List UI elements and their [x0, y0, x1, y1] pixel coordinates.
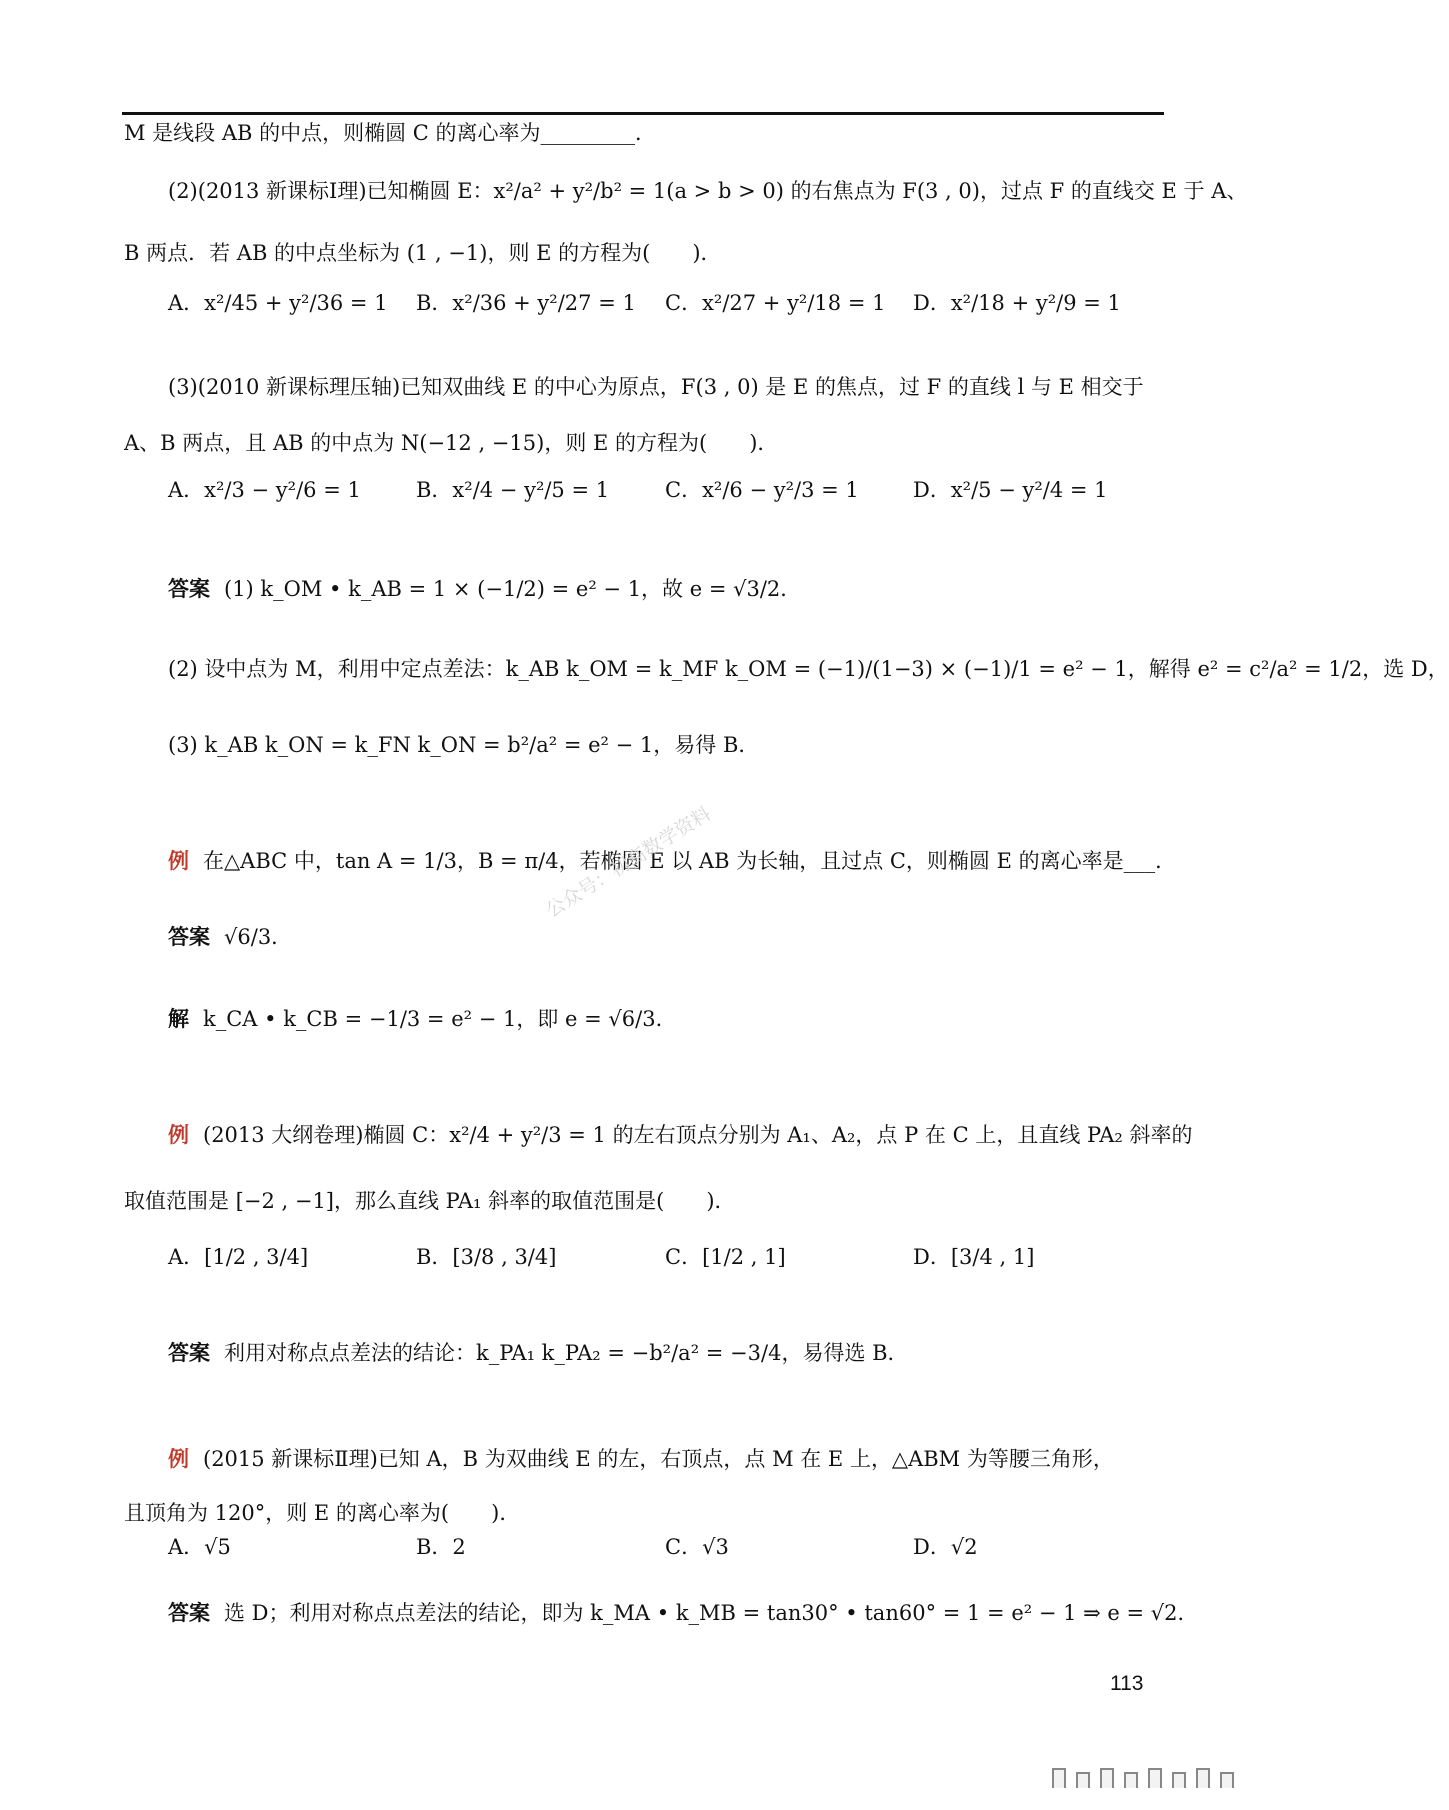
- example-label: 例: [168, 1447, 189, 1471]
- corner-bar: [1172, 1772, 1186, 1788]
- watermark: 公众号：初高数学资料: [542, 802, 715, 923]
- example-text: (2015 新课标Ⅱ理)已知 A，B 为双曲线 E 的左，右顶点，点 M 在 E 上，△ABM 为等腰三角形，: [203, 1447, 1114, 1471]
- problem-text: M 是线段 AB 的中点，则椭圆 C 的离心率为_________．: [124, 121, 657, 145]
- answer-label: 答案: [168, 577, 210, 601]
- answer-label: 答案: [168, 925, 210, 949]
- corner-bar: [1076, 1772, 1090, 1788]
- answer-block: [168, 922, 1164, 952]
- corner-bar: [1052, 1768, 1066, 1788]
- problem-text: B 两点．若 AB 的中点坐标为 (1 , −1)，则 E 的方程为( )．: [124, 241, 722, 265]
- solution-block: [168, 1004, 1164, 1034]
- example-text: (2013 大纲卷理)椭圆 C：x²/4 + y²/3 = 1 的左右顶点分别为 A₁、A₂，点 P 在 C 上，且直线 PA₂ 斜率的: [203, 1123, 1193, 1147]
- answer-text: 选 D；利用对称点点差法的结论，即为 k_MA • k_MB = tan30° • tan60° = 1 = e² − 1 ⇒ e = √2．: [224, 1601, 1199, 1625]
- corner-bar: [1148, 1768, 1162, 1788]
- example-text: 在△ABC 中，tan A = 1/3，B = π/4，若椭圆 E 以 AB 为长轴，且过点 C，则椭圆 E 的离心率是___．: [203, 849, 1177, 873]
- answer-text: √6/3．: [224, 925, 293, 949]
- problem-text: A、B 两点，且 AB 的中点为 N(−12 , −15)，则 E 的方程为( )．: [124, 431, 779, 455]
- answer-block: [168, 1598, 1199, 1628]
- example-label: 例: [168, 849, 189, 873]
- problem-text: (2)(2013 新课标Ⅰ理)已知椭圆 E：x²/a² + y²/b² = 1(a > b > 0) 的右焦点为 F(3 , 0)，过点 F 的直线交 E 于 A、: [168, 179, 1248, 203]
- example-label: 例: [168, 1123, 189, 1147]
- solution-text: k_CA • k_CB = −1/3 = e² − 1，即 e = √6/3．: [203, 1007, 677, 1031]
- page-number: 113: [1110, 1672, 1144, 1695]
- answer-label: 答案: [168, 1601, 210, 1625]
- corner-bar: [1220, 1772, 1234, 1788]
- answer-text: (1) k_OM • k_AB = 1 × (−1/2) = e² − 1，故 e = √3/2．: [224, 577, 802, 601]
- corner-mark: [1052, 1766, 1252, 1788]
- answer-block: [168, 1338, 1164, 1368]
- document-page: M 是线段 AB 的中点，则椭圆 C 的离心率为_________． (2)(2013 新课标Ⅰ理)已知椭圆 E：x²/a² + y²/b² = 1(a > b > 0) 的右焦点为 F(3 , 0)，过点 F 的直线交 E 于 A、 B 两点．若 AB 的中点坐标为 (1 , −1)，则 E 的方程为( )． A．x²/45 + y²/36 = 1 B．x²/36 + y²/27 = 1 C．x²/27 + y²/18 = 1 D．x²/18 + y²/9 = 1 (3)(2010 新课标理压轴)已知双曲线 E 的中心为原点，F(3 , 0) 是 E 的焦点，过 F 的直线 l 与 E 相交于 A、B 两点，且 AB 的中点为 N(−12 , −15)，则 E 的方程为( )． A．x²/3 − y²/6 = 1 B．x²/4 − y²/5 = 1 C．x²/6 − y²/3 = 1 D．x²/5 − y²/4 = 1 答案 (1) k_OM • k_AB = 1 × (−1/2) = e² − 1，故 e = √3/2． (2) 设中点为 M，利用中定点差法：k_AB k_OM = k_MF k_OM = (−1)/(1−3) × (−1)/1 = e² − 1，解得 e² = c²/a² = 1/2，选 D， (3) k_AB k_ON = k_FN k_ON = b²/a² = e² − 1，易得 B． 例 在△ABC 中，tan A = 1/3，B = π/4，若椭圆 E 以 AB 为长轴，且过点 C，则椭圆 E 的离心率是___． 答案 √6/3． 解 k_CA • k_CB = −1/3 = e² − 1，即 e = √6/3． 例 (2013 大纲卷理)椭圆 C：x²/4 + y²/3 = 1 的左右顶点分别为 A₁、A₂，点 P 在 C 上，且直线 PA₂ 斜率的 取值范围是 [−2 , −1]，那么直线 PA₁ 斜率的取值范围是( )． A．[1/2 , 3/4] B．[3/8 , 3/4] C．[1/2 , 1] D．[3/4 , 1] 答案 利用对称点点差法的结论：k_PA₁ k_PA₂ = −b²/a² = −3/4，易得选 B． 例 (2015 新课标Ⅱ理)已知 A，B 为双曲线 E 的左，右顶点，点 M 在 E 上，△ABM 为等腰三角形， 且顶角为 120°，则 E 的离心率为( )． A．√5 B．2 C．√3 D．√2 答案 选 D；利用对称点点差法的结论，即为 k_MA • k_MB = tan30° • tan60° = 1 = e² − 1 ⇒ e = √2． 公众号：初高数学资料 113: [0, 0, 1280, 1810]
- problem-text: 取值范围是 [−2 , −1]，那么直线 PA₁ 斜率的取值范围是( )．: [124, 1189, 736, 1213]
- corner-bar: [1124, 1772, 1138, 1788]
- answer-label: 答案: [168, 1341, 210, 1365]
- solution-label: 解: [168, 1007, 189, 1031]
- corner-bar: [1100, 1768, 1114, 1788]
- example-block: [168, 1120, 1193, 1150]
- corner-bar: [1196, 1768, 1210, 1788]
- answer-text: 利用对称点点差法的结论：k_PA₁ k_PA₂ = −b²/a² = −3/4，易得选 B．: [224, 1341, 909, 1365]
- answer-block: [168, 574, 1164, 604]
- answer-text: (3) k_AB k_ON = k_FN k_ON = b²/a² = e² − 1，易得 B．: [168, 733, 760, 757]
- problem-text: (3)(2010 新课标理压轴)已知双曲线 E 的中心为原点，F(3 , 0) 是 E 的焦点，过 F 的直线 l 与 E 相交于: [168, 375, 1144, 399]
- header-rule: [122, 112, 1164, 115]
- problem-text: 且顶角为 120°，则 E 的离心率为( )．: [124, 1501, 521, 1525]
- answer-text: (2) 设中点为 M，利用中定点差法：k_AB k_OM = k_MF k_OM = (−1)/(1−3) × (−1)/1 = e² − 1，解得 e² = c²/a² = 1/2，选 D，: [168, 657, 1449, 681]
- example-block: [168, 1444, 1164, 1474]
